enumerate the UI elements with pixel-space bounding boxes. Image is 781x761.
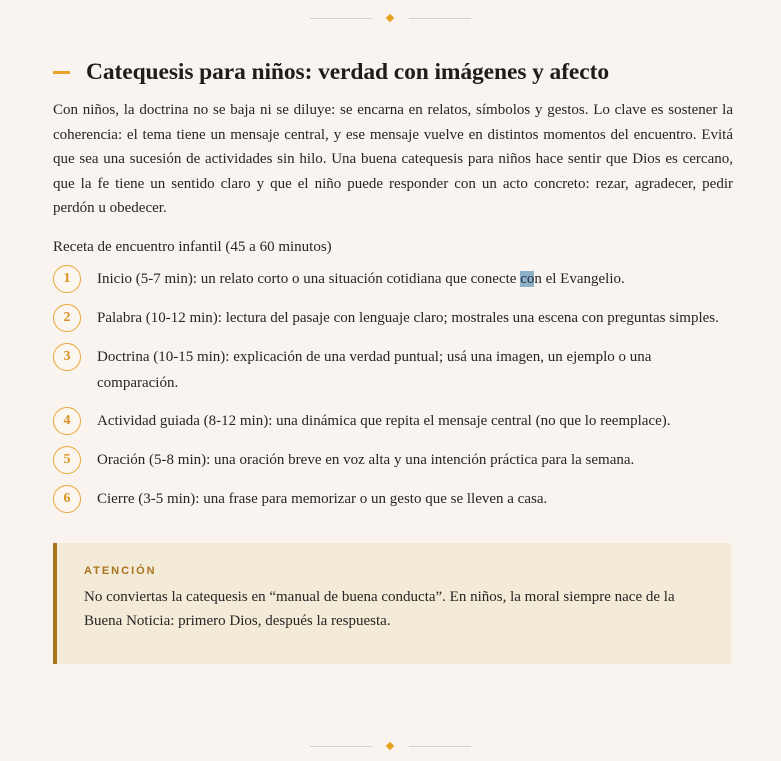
top-divider (0, 13, 781, 25)
list-item (53, 446, 733, 474)
divider-line-right (409, 18, 471, 19)
step-text: Actividad guiada (8-12 min): una dinámica que repita el mensaje central (no que lo reemplace). (97, 412, 671, 429)
step-text: Doctrina (10-15 min): explicación de una verdad puntual; usá una imagen, un ejemplo o una comparación. (97, 348, 652, 391)
step-text (97, 266, 727, 292)
step-text: Cierre (3-5 min): una frase para memorizar o un gesto que se lleven a casa. (97, 490, 548, 507)
callout-label: ATENCIÓN (84, 564, 157, 577)
list-item (53, 304, 733, 332)
step-number-badge: 3 (53, 343, 81, 371)
list-item (53, 485, 733, 513)
selected-text[interactable]: co (520, 270, 535, 287)
step-text-part: n el Evangelio. (534, 270, 625, 287)
step-number-badge: 2 (53, 304, 81, 332)
section-content (53, 56, 733, 664)
list-item (53, 343, 733, 396)
divider-line-left (310, 746, 372, 747)
attention-callout (53, 543, 731, 664)
title-dash-icon (53, 71, 70, 74)
diamond-ornament-icon (386, 14, 394, 22)
diamond-ornament-icon (386, 742, 394, 750)
bottom-divider (0, 741, 781, 753)
list-item (53, 407, 733, 435)
section-title: Catequesis para niños: verdad con imágenes y afecto (86, 58, 609, 85)
recipe-title: Receta de encuentro infantil (45 a 60 minutos) (53, 238, 332, 255)
callout-text: No conviertas la catequesis en “manual de buena conducta”. En niños, la moral siempre nace de la Buena Noticia: primero Dios, después la respuesta. (84, 588, 675, 629)
step-number-badge: 4 (53, 407, 81, 435)
step-text: Oración (5-8 min): una oración breve en voz alta y una intención práctica para la semana. (97, 451, 635, 468)
steps-list (53, 265, 733, 513)
step-text-part: Inicio (5-7 min): un relato corto o una situación cotidiana que conecte (97, 270, 521, 287)
divider-line-right (409, 746, 471, 747)
step-number-badge: 5 (53, 446, 81, 474)
step-text: Palabra (10-12 min): lectura del pasaje con lenguaje claro; mostrales una escena con preguntas simples. (97, 309, 719, 326)
step-number-badge: 6 (53, 485, 81, 513)
step-number-badge: 1 (53, 265, 81, 293)
list-item (53, 265, 733, 293)
divider-line-left (310, 18, 372, 19)
intro-paragraph: Con niños, la doctrina no se baja ni se diluye: se encarna en relatos, símbolos y gestos. Lo clave es sostener la coherencia: el tema tiene un mensaje central, y ese mensaje vuelve en distintos momentos del encuentro. Evitá que sea una sucesión de actividades sin hilo. Una buena catequesis para niños hace sentir que Dios es cercano, que la fe tiene un sentido claro y que el niño puede responder con un acto concreto: rezar, agradecer, pedir perdón u obedecer. (53, 102, 733, 216)
section-header (53, 56, 733, 88)
